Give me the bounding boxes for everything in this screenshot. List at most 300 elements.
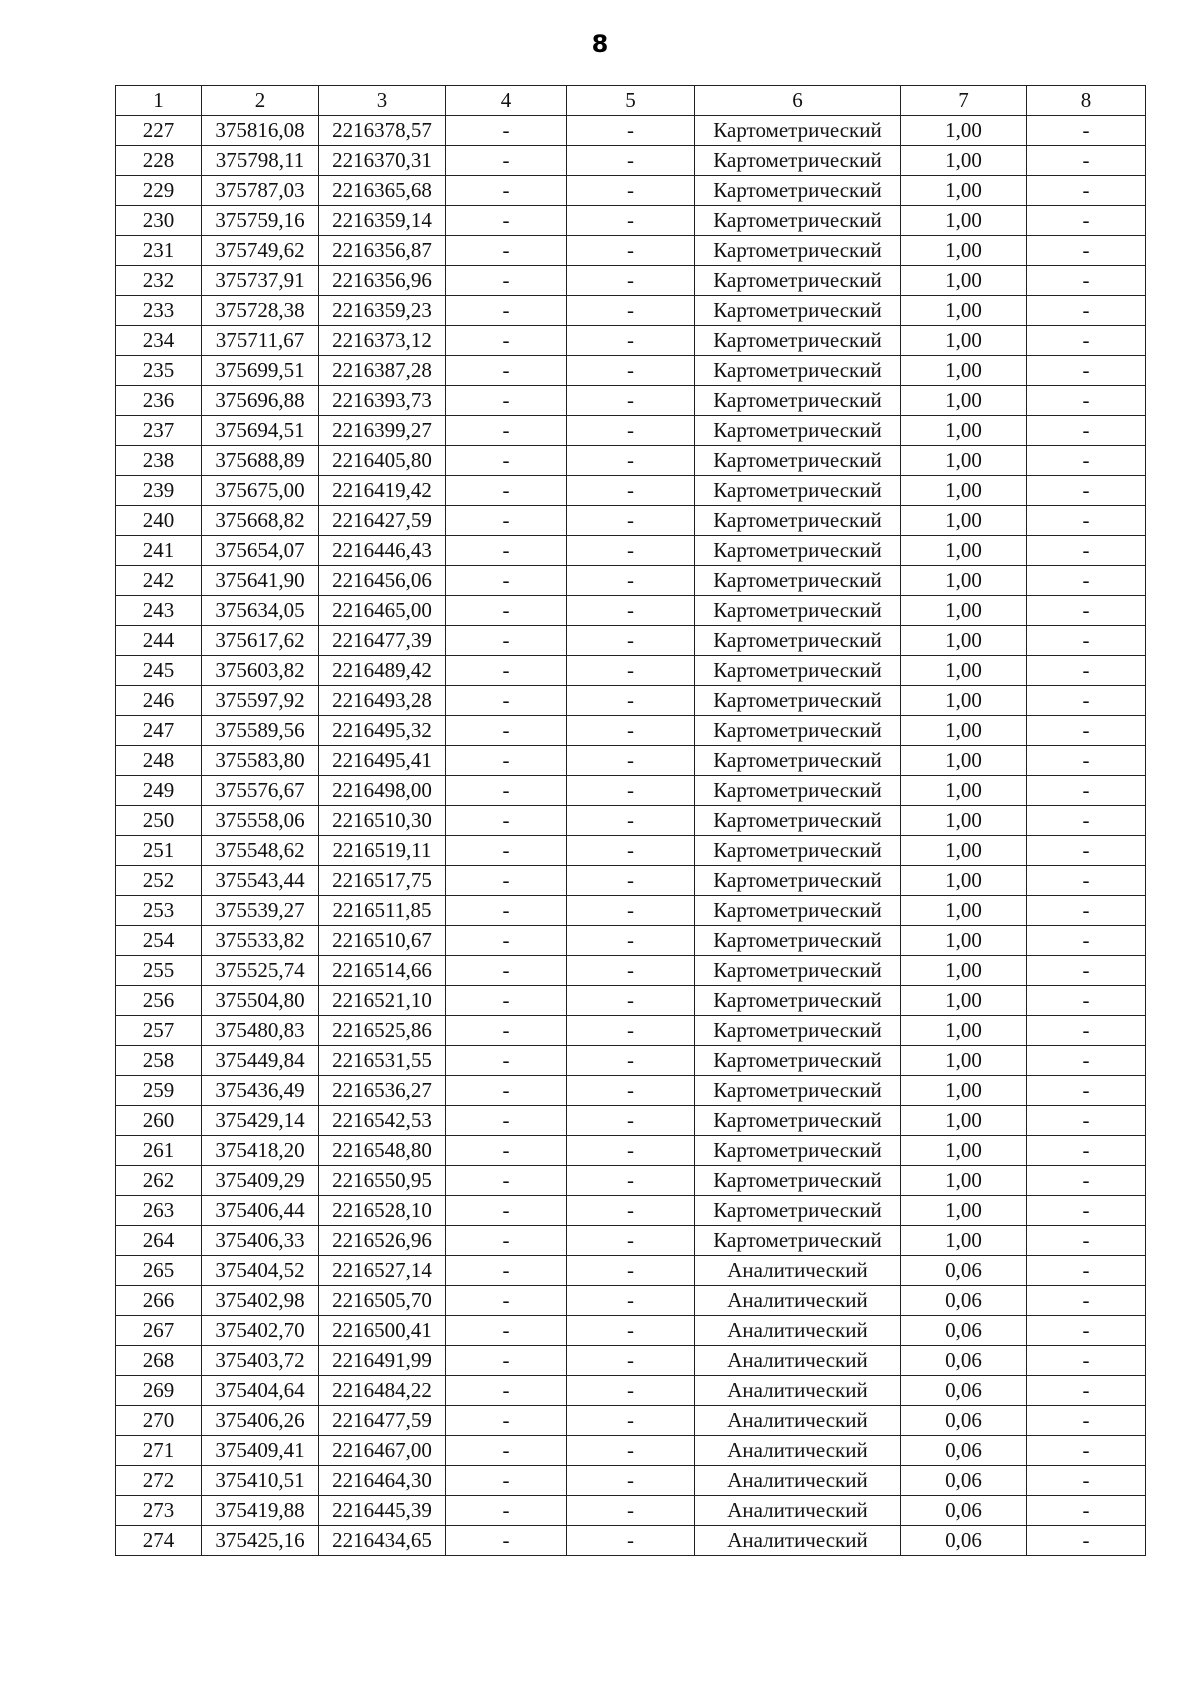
method-cell: Картометрический (695, 806, 901, 836)
table-row (116, 1496, 1146, 1526)
col8-cell: - (1027, 686, 1146, 716)
method-cell: Картометрический (695, 236, 901, 266)
y-coordinate-cell: 2216495,32 (319, 716, 446, 746)
point-number-cell: 227 (116, 116, 202, 146)
col4-cell: - (446, 1196, 567, 1226)
col5-cell: - (567, 866, 695, 896)
point-number-cell: 242 (116, 566, 202, 596)
col5-cell: - (567, 326, 695, 356)
col5-cell: - (567, 686, 695, 716)
col8-cell: - (1027, 836, 1146, 866)
table-row (116, 566, 1146, 596)
col4-cell: - (446, 536, 567, 566)
col8-cell: - (1027, 1046, 1146, 1076)
y-coordinate-cell: 2216526,96 (319, 1226, 446, 1256)
point-number-cell: 247 (116, 716, 202, 746)
point-number-cell: 267 (116, 1316, 202, 1346)
y-coordinate-cell: 2216378,57 (319, 116, 446, 146)
col8-cell: - (1027, 866, 1146, 896)
x-coordinate-cell: 375634,05 (202, 596, 319, 626)
y-coordinate-cell: 2216527,14 (319, 1256, 446, 1286)
col8-cell: - (1027, 956, 1146, 986)
table-row (116, 116, 1146, 146)
method-cell: Аналитический (695, 1346, 901, 1376)
method-cell: Картометрический (695, 116, 901, 146)
point-number-cell: 254 (116, 926, 202, 956)
col5-cell: - (567, 1256, 695, 1286)
table-row (116, 296, 1146, 326)
accuracy-cell: 1,00 (901, 1226, 1027, 1256)
col8-cell: - (1027, 806, 1146, 836)
col4-cell: - (446, 446, 567, 476)
y-coordinate-cell: 2216528,10 (319, 1196, 446, 1226)
x-coordinate-cell: 375425,16 (202, 1526, 319, 1556)
y-coordinate-cell: 2216419,42 (319, 476, 446, 506)
col4-cell: - (446, 1346, 567, 1376)
method-cell: Аналитический (695, 1466, 901, 1496)
col4-cell: - (446, 326, 567, 356)
col8-cell: - (1027, 1496, 1146, 1526)
x-coordinate-cell: 375699,51 (202, 356, 319, 386)
x-coordinate-cell: 375597,92 (202, 686, 319, 716)
method-cell: Картометрический (695, 986, 901, 1016)
col4-cell: - (446, 116, 567, 146)
table-row (116, 1316, 1146, 1346)
col8-cell: - (1027, 1136, 1146, 1166)
col5-cell: - (567, 986, 695, 1016)
col4-cell: - (446, 776, 567, 806)
col5-cell: - (567, 236, 695, 266)
point-number-cell: 260 (116, 1106, 202, 1136)
table-row (116, 1196, 1146, 1226)
y-coordinate-cell: 2216359,14 (319, 206, 446, 236)
x-coordinate-cell: 375533,82 (202, 926, 319, 956)
table-row (116, 446, 1146, 476)
accuracy-cell: 1,00 (901, 236, 1027, 266)
x-coordinate-cell: 375410,51 (202, 1466, 319, 1496)
table-row (116, 1466, 1146, 1496)
x-coordinate-cell: 375409,41 (202, 1436, 319, 1466)
col8-cell: - (1027, 176, 1146, 206)
col5-cell: - (567, 1286, 695, 1316)
col8-cell: - (1027, 1466, 1146, 1496)
table-row (116, 836, 1146, 866)
accuracy-cell: 1,00 (901, 896, 1027, 926)
col5-cell: - (567, 266, 695, 296)
method-cell: Аналитический (695, 1376, 901, 1406)
col4-cell: - (446, 266, 567, 296)
accuracy-cell: 1,00 (901, 986, 1027, 1016)
x-coordinate-cell: 375641,90 (202, 566, 319, 596)
x-coordinate-cell: 375406,44 (202, 1196, 319, 1226)
col5-cell: - (567, 806, 695, 836)
x-coordinate-cell: 375543,44 (202, 866, 319, 896)
col4-cell: - (446, 806, 567, 836)
col4-cell: - (446, 716, 567, 746)
col5-cell: - (567, 956, 695, 986)
table-row (116, 476, 1146, 506)
accuracy-cell: 1,00 (901, 596, 1027, 626)
method-cell: Картометрический (695, 296, 901, 326)
x-coordinate-cell: 375406,33 (202, 1226, 319, 1256)
column-header: 3 (319, 86, 446, 116)
col5-cell: - (567, 836, 695, 866)
x-coordinate-cell: 375504,80 (202, 986, 319, 1016)
col4-cell: - (446, 1226, 567, 1256)
col4-cell: - (446, 236, 567, 266)
col5-cell: - (567, 1466, 695, 1496)
table-header-row (116, 86, 1146, 116)
y-coordinate-cell: 2216536,27 (319, 1076, 446, 1106)
x-coordinate-cell: 375404,64 (202, 1376, 319, 1406)
y-coordinate-cell: 2216521,10 (319, 986, 446, 1016)
col8-cell: - (1027, 506, 1146, 536)
table-row (116, 1256, 1146, 1286)
point-number-cell: 270 (116, 1406, 202, 1436)
x-coordinate-cell: 375675,00 (202, 476, 319, 506)
accuracy-cell: 1,00 (901, 716, 1027, 746)
x-coordinate-cell: 375402,70 (202, 1316, 319, 1346)
point-number-cell: 259 (116, 1076, 202, 1106)
y-coordinate-cell: 2216505,70 (319, 1286, 446, 1316)
col5-cell: - (567, 1496, 695, 1526)
y-coordinate-cell: 2216464,30 (319, 1466, 446, 1496)
table-row (116, 266, 1146, 296)
method-cell: Картометрический (695, 1076, 901, 1106)
accuracy-cell: 1,00 (901, 1046, 1027, 1076)
accuracy-cell: 1,00 (901, 1106, 1027, 1136)
method-cell: Картометрический (695, 506, 901, 536)
point-number-cell: 236 (116, 386, 202, 416)
col4-cell: - (446, 836, 567, 866)
col4-cell: - (446, 1526, 567, 1556)
table-row (116, 746, 1146, 776)
col8-cell: - (1027, 1286, 1146, 1316)
col5-cell: - (567, 1526, 695, 1556)
col8-cell: - (1027, 1406, 1146, 1436)
y-coordinate-cell: 2216434,65 (319, 1526, 446, 1556)
accuracy-cell: 0,06 (901, 1406, 1027, 1436)
x-coordinate-cell: 375617,62 (202, 626, 319, 656)
x-coordinate-cell: 375711,67 (202, 326, 319, 356)
table-row (116, 236, 1146, 266)
col4-cell: - (446, 866, 567, 896)
method-cell: Картометрический (695, 1106, 901, 1136)
col5-cell: - (567, 1406, 695, 1436)
point-number-cell: 271 (116, 1436, 202, 1466)
point-number-cell: 248 (116, 746, 202, 776)
accuracy-cell: 1,00 (901, 1166, 1027, 1196)
col8-cell: - (1027, 926, 1146, 956)
point-number-cell: 264 (116, 1226, 202, 1256)
method-cell: Картометрический (695, 866, 901, 896)
col5-cell: - (567, 176, 695, 206)
table-row (116, 146, 1146, 176)
point-number-cell: 252 (116, 866, 202, 896)
col5-cell: - (567, 1346, 695, 1376)
y-coordinate-cell: 2216405,80 (319, 446, 446, 476)
accuracy-cell: 0,06 (901, 1346, 1027, 1376)
col4-cell: - (446, 1286, 567, 1316)
table-row (116, 716, 1146, 746)
col4-cell: - (446, 206, 567, 236)
y-coordinate-cell: 2216467,00 (319, 1436, 446, 1466)
point-number-cell: 265 (116, 1256, 202, 1286)
method-cell: Картометрический (695, 176, 901, 206)
table-row (116, 926, 1146, 956)
col4-cell: - (446, 926, 567, 956)
point-number-cell: 256 (116, 986, 202, 1016)
col8-cell: - (1027, 266, 1146, 296)
col4-cell: - (446, 656, 567, 686)
col5-cell: - (567, 776, 695, 806)
accuracy-cell: 1,00 (901, 416, 1027, 446)
col5-cell: - (567, 1136, 695, 1166)
col4-cell: - (446, 956, 567, 986)
x-coordinate-cell: 375409,29 (202, 1166, 319, 1196)
col5-cell: - (567, 656, 695, 686)
method-cell: Картометрический (695, 1196, 901, 1226)
table-row (116, 1226, 1146, 1256)
col5-cell: - (567, 476, 695, 506)
col4-cell: - (446, 1106, 567, 1136)
accuracy-cell: 1,00 (901, 956, 1027, 986)
table-row (116, 986, 1146, 1016)
y-coordinate-cell: 2216489,42 (319, 656, 446, 686)
point-number-cell: 274 (116, 1526, 202, 1556)
method-cell: Картометрический (695, 596, 901, 626)
table-row (116, 326, 1146, 356)
col8-cell: - (1027, 536, 1146, 566)
col8-cell: - (1027, 1106, 1146, 1136)
col4-cell: - (446, 686, 567, 716)
y-coordinate-cell: 2216510,30 (319, 806, 446, 836)
table-row (116, 1436, 1146, 1466)
x-coordinate-cell: 375419,88 (202, 1496, 319, 1526)
point-number-cell: 229 (116, 176, 202, 206)
col4-cell: - (446, 596, 567, 626)
method-cell: Картометрический (695, 956, 901, 986)
col5-cell: - (567, 386, 695, 416)
point-number-cell: 257 (116, 1016, 202, 1046)
point-number-cell: 231 (116, 236, 202, 266)
accuracy-cell: 1,00 (901, 116, 1027, 146)
col5-cell: - (567, 626, 695, 656)
col8-cell: - (1027, 656, 1146, 686)
accuracy-cell: 1,00 (901, 356, 1027, 386)
point-number-cell: 245 (116, 656, 202, 686)
col5-cell: - (567, 1436, 695, 1466)
y-coordinate-cell: 2216446,43 (319, 536, 446, 566)
method-cell: Картометрический (695, 146, 901, 176)
point-number-cell: 232 (116, 266, 202, 296)
col5-cell: - (567, 1046, 695, 1076)
y-coordinate-cell: 2216491,99 (319, 1346, 446, 1376)
col4-cell: - (446, 416, 567, 446)
col5-cell: - (567, 716, 695, 746)
y-coordinate-cell: 2216548,80 (319, 1136, 446, 1166)
col4-cell: - (446, 1046, 567, 1076)
y-coordinate-cell: 2216359,23 (319, 296, 446, 326)
y-coordinate-cell: 2216495,41 (319, 746, 446, 776)
method-cell: Картометрический (695, 746, 901, 776)
y-coordinate-cell: 2216373,12 (319, 326, 446, 356)
table-row (116, 956, 1146, 986)
method-cell: Картометрический (695, 686, 901, 716)
method-cell: Картометрический (695, 536, 901, 566)
point-number-cell: 255 (116, 956, 202, 986)
accuracy-cell: 1,00 (901, 656, 1027, 686)
col5-cell: - (567, 1106, 695, 1136)
method-cell: Картометрический (695, 1226, 901, 1256)
point-number-cell: 239 (116, 476, 202, 506)
col8-cell: - (1027, 1196, 1146, 1226)
point-number-cell: 235 (116, 356, 202, 386)
accuracy-cell: 1,00 (901, 506, 1027, 536)
point-number-cell: 240 (116, 506, 202, 536)
accuracy-cell: 0,06 (901, 1286, 1027, 1316)
table-row (116, 1016, 1146, 1046)
accuracy-cell: 0,06 (901, 1496, 1027, 1526)
method-cell: Аналитический (695, 1406, 901, 1436)
col4-cell: - (446, 746, 567, 776)
coordinates-table (115, 85, 1146, 1556)
col4-cell: - (446, 1256, 567, 1286)
col5-cell: - (567, 416, 695, 446)
table-row (116, 416, 1146, 446)
col4-cell: - (446, 506, 567, 536)
table-row (116, 1526, 1146, 1556)
table-row (116, 1286, 1146, 1316)
y-coordinate-cell: 2216456,06 (319, 566, 446, 596)
x-coordinate-cell: 375576,67 (202, 776, 319, 806)
method-cell: Картометрический (695, 476, 901, 506)
method-cell: Аналитический (695, 1496, 901, 1526)
accuracy-cell: 1,00 (901, 566, 1027, 596)
page-number: 8 (591, 30, 609, 58)
col5-cell: - (567, 206, 695, 236)
table-row (116, 386, 1146, 416)
y-coordinate-cell: 2216525,86 (319, 1016, 446, 1046)
accuracy-cell: 1,00 (901, 836, 1027, 866)
col4-cell: - (446, 986, 567, 1016)
table-row (116, 596, 1146, 626)
method-cell: Картометрический (695, 566, 901, 596)
method-cell: Картометрический (695, 716, 901, 746)
col8-cell: - (1027, 566, 1146, 596)
accuracy-cell: 0,06 (901, 1256, 1027, 1286)
y-coordinate-cell: 2216465,00 (319, 596, 446, 626)
point-number-cell: 251 (116, 836, 202, 866)
table-row (116, 536, 1146, 566)
table-row (116, 1046, 1146, 1076)
accuracy-cell: 1,00 (901, 776, 1027, 806)
point-number-cell: 243 (116, 596, 202, 626)
col5-cell: - (567, 1016, 695, 1046)
column-header: 6 (695, 86, 901, 116)
x-coordinate-cell: 375694,51 (202, 416, 319, 446)
point-number-cell: 238 (116, 446, 202, 476)
col8-cell: - (1027, 1166, 1146, 1196)
x-coordinate-cell: 375749,62 (202, 236, 319, 266)
x-coordinate-cell: 375539,27 (202, 896, 319, 926)
col4-cell: - (446, 1316, 567, 1346)
col4-cell: - (446, 1496, 567, 1526)
accuracy-cell: 1,00 (901, 746, 1027, 776)
col5-cell: - (567, 1166, 695, 1196)
column-header: 2 (202, 86, 319, 116)
table-row (116, 506, 1146, 536)
col8-cell: - (1027, 296, 1146, 326)
col4-cell: - (446, 176, 567, 206)
col5-cell: - (567, 1076, 695, 1106)
col5-cell: - (567, 1376, 695, 1406)
col8-cell: - (1027, 356, 1146, 386)
y-coordinate-cell: 2216531,55 (319, 1046, 446, 1076)
y-coordinate-cell: 2216550,95 (319, 1166, 446, 1196)
col5-cell: - (567, 746, 695, 776)
accuracy-cell: 0,06 (901, 1526, 1027, 1556)
col5-cell: - (567, 146, 695, 176)
y-coordinate-cell: 2216510,67 (319, 926, 446, 956)
accuracy-cell: 1,00 (901, 1196, 1027, 1226)
accuracy-cell: 1,00 (901, 446, 1027, 476)
table-row (116, 686, 1146, 716)
col4-cell: - (446, 1016, 567, 1046)
method-cell: Картометрический (695, 416, 901, 446)
y-coordinate-cell: 2216500,41 (319, 1316, 446, 1346)
column-header: 4 (446, 86, 567, 116)
y-coordinate-cell: 2216542,53 (319, 1106, 446, 1136)
y-coordinate-cell: 2216514,66 (319, 956, 446, 986)
col4-cell: - (446, 1136, 567, 1166)
table-row (116, 206, 1146, 236)
x-coordinate-cell: 375558,06 (202, 806, 319, 836)
table-body (116, 116, 1146, 1556)
x-coordinate-cell: 375403,72 (202, 1346, 319, 1376)
col8-cell: - (1027, 746, 1146, 776)
col8-cell: - (1027, 1316, 1146, 1346)
column-header: 7 (901, 86, 1027, 116)
col5-cell: - (567, 536, 695, 566)
method-cell: Картометрический (695, 836, 901, 866)
method-cell: Картометрический (695, 1166, 901, 1196)
col4-cell: - (446, 1406, 567, 1436)
method-cell: Картометрический (695, 206, 901, 236)
table-row (116, 1076, 1146, 1106)
method-cell: Картометрический (695, 926, 901, 956)
point-number-cell: 250 (116, 806, 202, 836)
point-number-cell: 261 (116, 1136, 202, 1166)
col8-cell: - (1027, 116, 1146, 146)
col5-cell: - (567, 596, 695, 626)
column-header: 8 (1027, 86, 1146, 116)
col5-cell: - (567, 356, 695, 386)
accuracy-cell: 0,06 (901, 1466, 1027, 1496)
x-coordinate-cell: 375603,82 (202, 656, 319, 686)
col4-cell: - (446, 896, 567, 926)
table-row (116, 356, 1146, 386)
point-number-cell: 273 (116, 1496, 202, 1526)
col4-cell: - (446, 476, 567, 506)
col8-cell: - (1027, 1376, 1146, 1406)
method-cell: Картометрический (695, 1016, 901, 1046)
accuracy-cell: 1,00 (901, 626, 1027, 656)
accuracy-cell: 1,00 (901, 266, 1027, 296)
x-coordinate-cell: 375816,08 (202, 116, 319, 146)
col5-cell: - (567, 896, 695, 926)
y-coordinate-cell: 2216427,59 (319, 506, 446, 536)
